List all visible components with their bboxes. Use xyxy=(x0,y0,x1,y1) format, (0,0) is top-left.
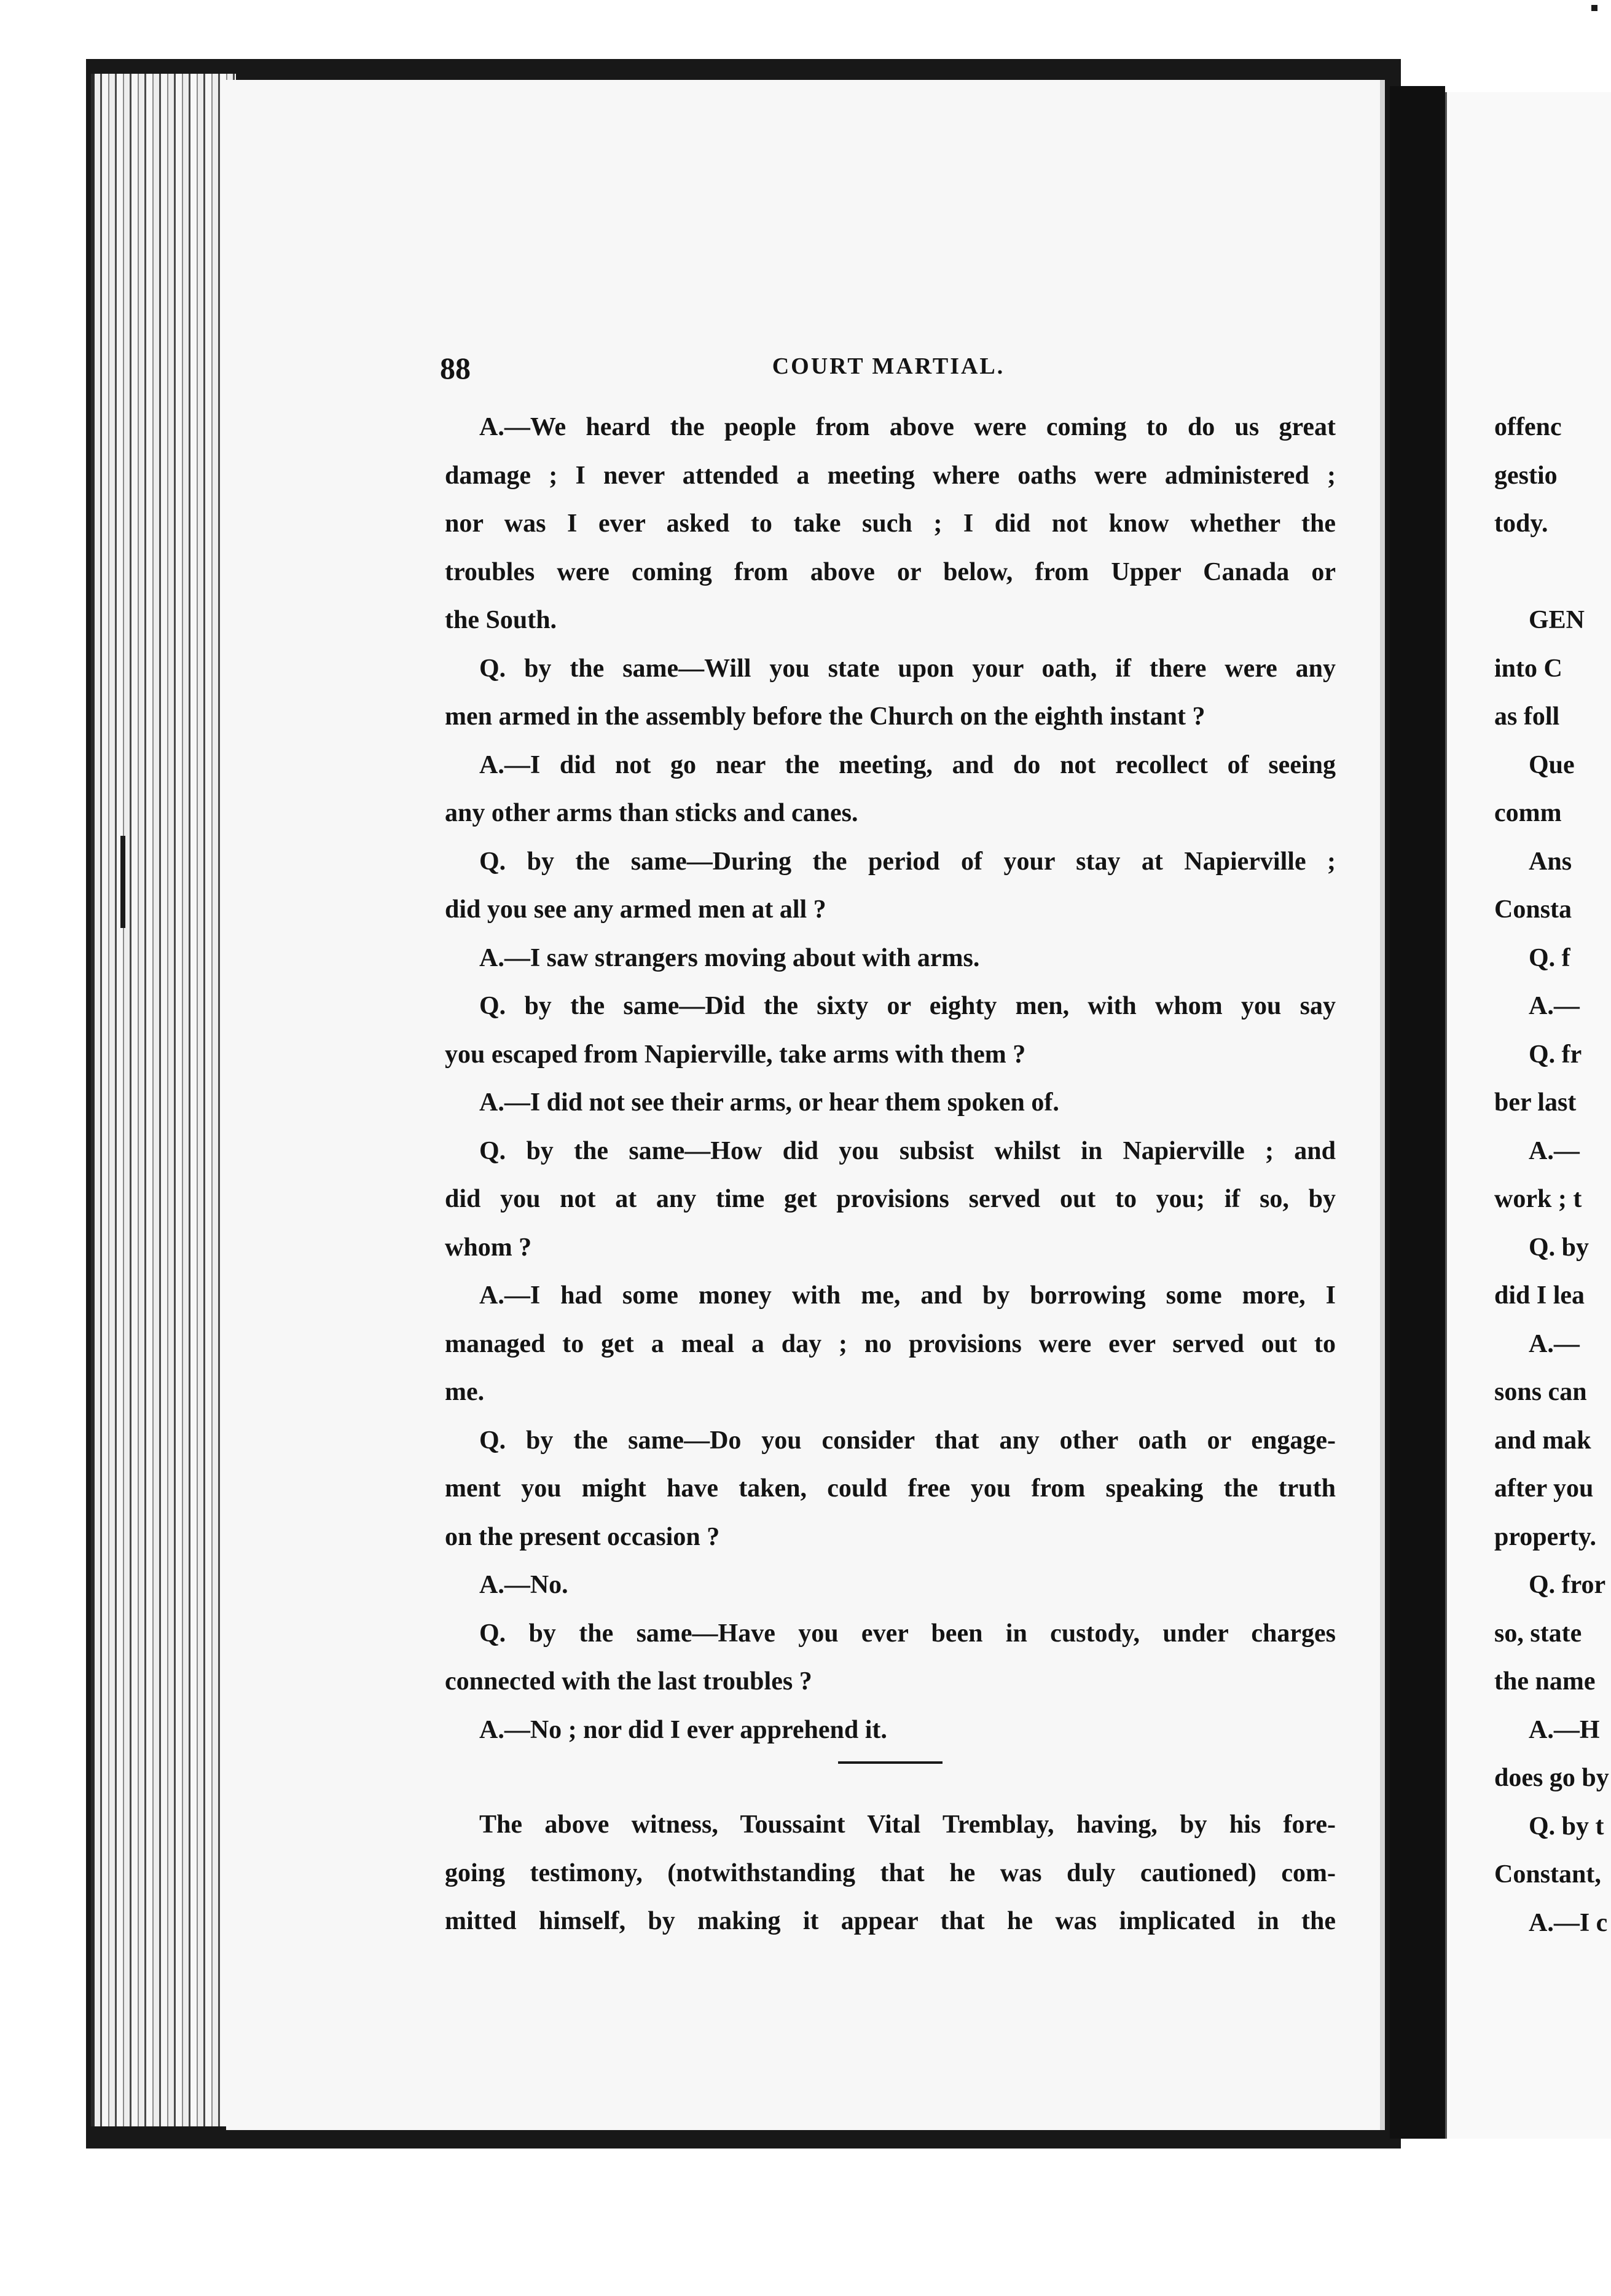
right-line: sons can xyxy=(1494,1378,1587,1406)
text-line: on the present occasion ? xyxy=(445,1522,720,1551)
right-line: Q. fror xyxy=(1529,1571,1606,1599)
right-line: gestio xyxy=(1494,461,1558,490)
text-line: did you not at any time get provisions served out to you; if so, by xyxy=(445,1185,1336,1213)
right-line: A.—H xyxy=(1529,1715,1600,1744)
right-line xyxy=(1494,548,1611,597)
running-head: COURT MARTIAL. xyxy=(772,353,1005,379)
page-number: 88 xyxy=(440,351,471,385)
right-line: comm xyxy=(1494,799,1562,827)
text-line: Q. by the same—Did the sixty or eighty men, with whom you say xyxy=(479,992,1336,1020)
corner-dot xyxy=(1591,5,1597,11)
right-line: into C xyxy=(1494,654,1562,683)
main-text xyxy=(445,403,1336,1946)
right-line: and mak xyxy=(1494,1426,1591,1455)
text-line: men armed in the assembly before the Church on the eighth instant ? xyxy=(445,702,1205,731)
text-line: ment you might have taken, could free you from speaking the truth xyxy=(445,1474,1336,1503)
text-line: A.—I did not see their arms, or hear them spoken of. xyxy=(479,1088,1059,1117)
right-line: Q. fr xyxy=(1529,1040,1582,1069)
text-line: managed to get a meal a day ; no provisions were ever served out to xyxy=(445,1329,1336,1358)
right-line: ber last xyxy=(1494,1088,1577,1117)
margin-mark xyxy=(120,836,125,928)
text-line: Q. by the same—Will you state upon your oath, if there were any xyxy=(479,654,1336,683)
right-line: Consta xyxy=(1494,895,1572,924)
section-separator xyxy=(838,1761,943,1764)
text-line: you escaped from Napierville, take arms with them ? xyxy=(445,1040,1026,1069)
text-line: connected with the last troubles ? xyxy=(445,1667,812,1696)
right-line: A.— xyxy=(1529,1329,1580,1358)
page-header xyxy=(440,350,1337,387)
text-line: did you see any armed men at all ? xyxy=(445,895,826,924)
text-line: A.—No. xyxy=(479,1571,568,1599)
text-line: A.—I saw strangers moving about with arms. xyxy=(479,943,980,972)
text-line: Q. by the same—How did you subsist whilst in Napierville ; and xyxy=(479,1136,1336,1165)
right-line: Q. by t xyxy=(1529,1812,1604,1841)
right-line: did I lea xyxy=(1494,1281,1585,1310)
text-line: whom ? xyxy=(445,1233,532,1262)
right-line: Ans xyxy=(1529,847,1572,876)
right-line: A.— xyxy=(1529,1136,1580,1165)
text-line: troubles were coming from above or below, from Upper Canada or xyxy=(445,557,1336,586)
text-line: nor was I ever asked to take such ; I did not know whether the xyxy=(445,509,1336,538)
text-line: damage ; I never attended a meeting where oaths were administered ; xyxy=(445,461,1336,490)
text-line: mitted himself, by making it appear that he was implicated in the xyxy=(445,1907,1336,1935)
text-line: A.—No ; nor did I ever apprehend it. xyxy=(479,1715,887,1744)
right-line: A.—I c xyxy=(1529,1908,1608,1937)
right-line: so, state xyxy=(1494,1619,1582,1648)
right-line: GEN xyxy=(1529,606,1585,634)
text-line: A.—We heard the people from above were coming to do us great xyxy=(479,413,1336,441)
text-line: Q. by the same—Do you consider that any other oath or engage- xyxy=(479,1426,1336,1455)
text-line: The above witness, Toussaint Vital Tremblay, having, by his fore- xyxy=(479,1810,1336,1839)
right-line: Constant, xyxy=(1494,1860,1601,1889)
right-line: the name xyxy=(1494,1667,1596,1696)
right-line: Q. by xyxy=(1529,1233,1589,1262)
right-line: property. xyxy=(1494,1522,1597,1551)
text-line: A.—I did not go near the meeting, and do not recollect of seeing xyxy=(479,750,1336,779)
text-line: any other arms than sticks and canes. xyxy=(445,799,858,827)
right-line: as foll xyxy=(1494,702,1560,731)
right-line: offenc xyxy=(1494,413,1562,441)
text-line: going testimony, (notwithstanding that he was duly cautioned) com- xyxy=(445,1858,1336,1887)
right-line: work ; t xyxy=(1494,1185,1582,1213)
right-line: Que xyxy=(1529,750,1575,779)
right-page-text xyxy=(1494,403,1611,1947)
text-line: Q. by the same—During the period of your stay at Napierville ; xyxy=(479,847,1336,876)
right-line: does go by xyxy=(1494,1764,1609,1792)
right-line: A.— xyxy=(1529,992,1580,1020)
right-line: Q. f xyxy=(1529,943,1570,972)
gutter xyxy=(1390,86,1445,2139)
right-line: after you xyxy=(1494,1474,1594,1503)
right-line: tody. xyxy=(1494,509,1548,538)
text-line: A.—I had some money with me, and by borrowing some more, I xyxy=(479,1281,1336,1310)
text-line: the South. xyxy=(445,606,557,634)
text-line: me. xyxy=(445,1378,485,1406)
page-edges xyxy=(91,74,236,2126)
text-line: Q. by the same—Have you ever been in custody, under charges xyxy=(479,1619,1336,1648)
